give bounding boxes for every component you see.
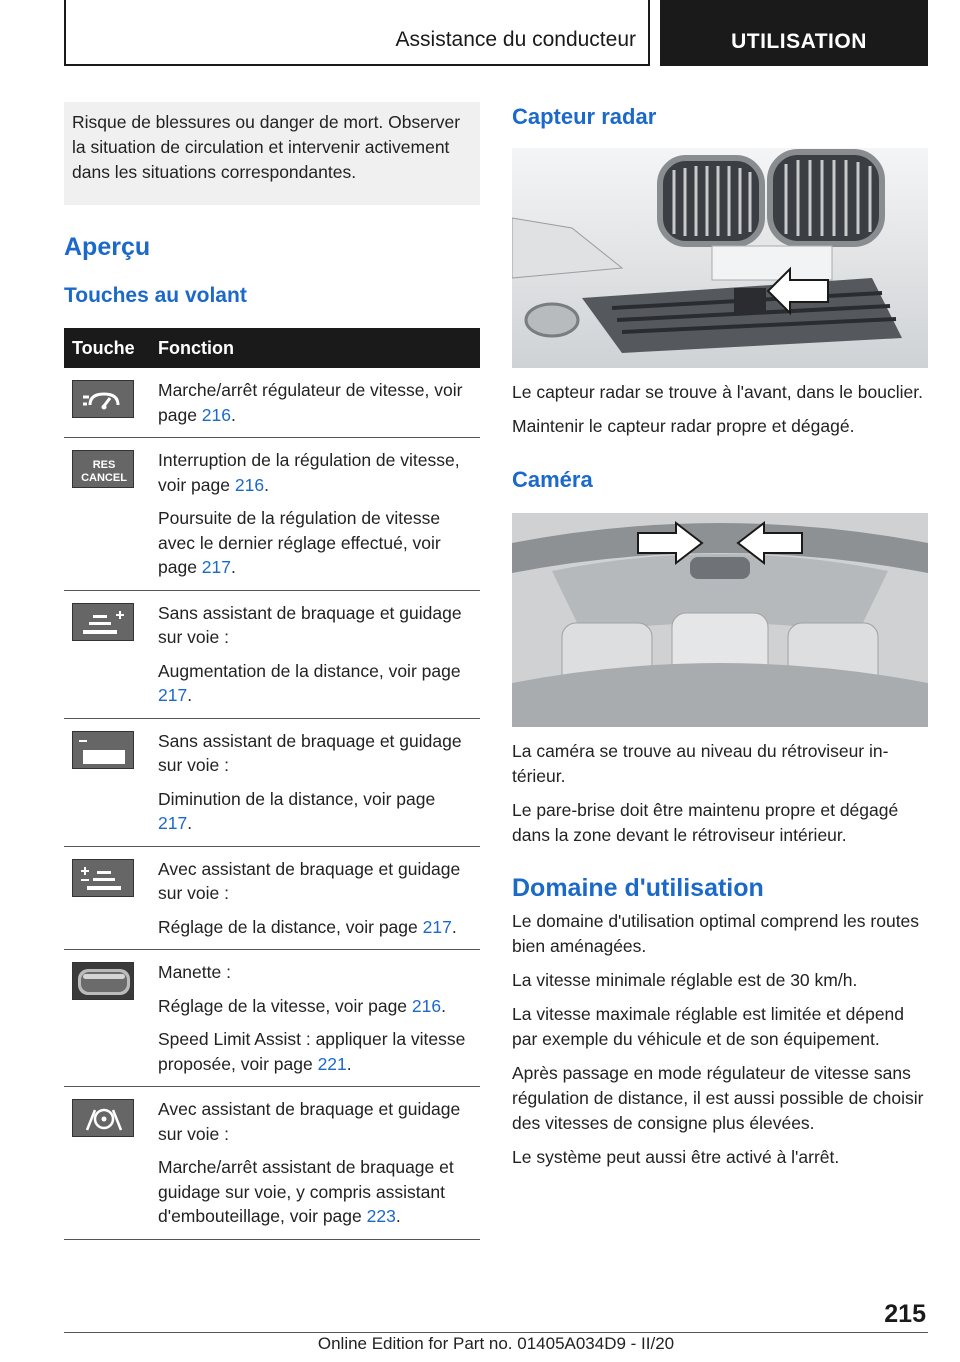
warning-box: Risque de blessures ou danger de mort. Observer la situation de circulation et intervenir activement dans les situations correspondantes. <box>64 102 480 205</box>
page-number: 215 <box>884 1300 926 1328</box>
res-label: RES <box>92 459 116 471</box>
row-text: Avec assistant de braquage et guidage sur voie : <box>158 858 461 903</box>
right-column <box>512 102 928 1170</box>
page-link[interactable]: 223 <box>366 1206 396 1226</box>
page-link[interactable]: 216 <box>201 404 231 425</box>
domain-paragraph-4: Après passage en mode régulateur de vitesse sans régulation de distance, il est aussi possible de choisir des vitesses de consigne plus élevées. <box>512 1063 924 1133</box>
steering-wheel-buttons-heading: Touches au volant <box>64 284 247 307</box>
distance-adjust-icon <box>72 859 134 897</box>
domain-heading: Domaine d'utilisation <box>512 874 764 902</box>
distance-decrease-icon <box>72 731 134 769</box>
radar-sensor-image <box>512 148 928 368</box>
page-link[interactable]: 221 <box>317 1053 347 1074</box>
table-row: Avec assistant de braquage et guidage sur voie : Réglage de la distance, voir page 217. <box>64 846 480 950</box>
radar-paragraph-1: Le capteur radar se trouve à l'avant, dans le bouclier. <box>512 382 923 402</box>
table-row: Marche/arrêt régulateur de vitesse, voir page 216. <box>64 368 480 438</box>
radar-heading: Capteur radar <box>512 104 657 129</box>
radar-paragraph-2: Maintenir le capteur radar propre et dégagé. <box>512 416 855 436</box>
row-text: Avec assistant de braquage et guidage sur voie : <box>158 1099 461 1144</box>
page-header <box>64 0 928 66</box>
domain-paragraph-1: Le domaine d'utilisation optimal comprend les routes bien aménagées. <box>512 911 920 956</box>
domain-paragraph-5: Le système peut aussi être activé à l'arrêt. <box>512 1147 840 1167</box>
row-text: Diminution de la distance, voir page <box>158 788 436 809</box>
footer-divider <box>64 1332 928 1333</box>
page-link[interactable]: 217 <box>201 557 231 577</box>
res-cancel-icon <box>72 450 134 488</box>
table-row: Avec assistant de braquage et guidage sur voie : Marche/arrêt assistant de braquage et guidage sur voie, y compris assistant d'embouteillage, voir page 223. <box>64 1087 480 1240</box>
table-row: Sans assistant de braquage et guidage sur voie : Augmentation de la distance, voir page 217. <box>64 590 480 718</box>
row-text: Sans assistant de braquage et guidage sur voie : <box>158 730 462 775</box>
row-text: Speed Limit Assist : appliquer la vitesse proposée, voir page <box>158 1029 466 1074</box>
rocker-switch-icon <box>72 962 134 1000</box>
header-chapter-box <box>660 0 928 66</box>
row-text: Réglage de la vitesse, voir page <box>158 995 412 1016</box>
row-text: Interruption de la régulation de vitesse, voir page <box>158 450 460 495</box>
table-header-function: Fonction <box>150 328 480 368</box>
cruise-control-icon <box>72 380 134 418</box>
row-text: Sans assistant de braquage et guidage sur voie : <box>158 602 462 647</box>
camera-heading: Caméra <box>512 467 593 492</box>
domain-paragraph-2: La vitesse minimale réglable est de 30 km/h. <box>512 970 858 990</box>
header-chapter-title: UTILISATION <box>731 30 867 53</box>
page-link[interactable]: 217 <box>158 813 188 833</box>
table-row: Sans assistant de braquage et guidage sur voie : Diminution de la distance, voir page 217. <box>64 718 480 846</box>
page-link[interactable]: 216 <box>411 995 442 1016</box>
camera-image <box>512 513 928 727</box>
row-text: Marche/arrêt régulateur de vitesse, voir page <box>158 380 463 425</box>
row-text: Augmentation de la distance, voir page <box>158 660 461 681</box>
table-header-row <box>64 328 480 368</box>
page-link[interactable]: 217 <box>158 685 188 705</box>
row-text: Réglage de la distance, voir page <box>158 916 423 937</box>
distance-increase-icon <box>72 603 134 641</box>
header-section-title: Assistance du conducteur <box>395 28 636 51</box>
footer-edition: Online Edition for Part no. 01405A034D9 - II/20 <box>317 1334 675 1353</box>
page-link[interactable]: 217 <box>422 916 452 937</box>
row-text: Marche/arrêt assistant de braquage et guidage sur voie, y compris assistant d'embouteillage, voir page <box>158 1157 454 1226</box>
steering-buttons-table <box>64 328 480 1240</box>
domain-paragraph-3: La vitesse maximale réglable est limitée et dépend par exemple du véhicule et de son équipement. <box>512 1004 905 1049</box>
left-column <box>64 102 480 1240</box>
row-text: Manette : <box>158 962 231 982</box>
table-row: RES CANCEL Interruption de la régulation de vitesse, voir page 216. Poursuite de la régulation de vitesse avec le dernier réglage effectué, voir page 217. <box>64 438 480 591</box>
camera-paragraph-1: La caméra se trouve au niveau du rétroviseur intérieur. <box>512 741 889 786</box>
page-link[interactable]: 216 <box>234 474 265 495</box>
steering-assist-icon <box>72 1099 134 1137</box>
overview-heading: Aperçu <box>64 233 151 261</box>
table-header-key: Touche <box>64 328 150 368</box>
camera-paragraph-2: Le pare-brise doit être maintenu propre et dégagé dans la zone devant le rétroviseur intérieur. <box>512 800 899 845</box>
table-row: Manette : Réglage de la vitesse, voir page 216. Speed Limit Assist : appliquer la vitesse proposée, voir page 221. <box>64 950 480 1087</box>
row-text: Poursuite de la régulation de vitesse avec le dernier réglage effectué, voir page <box>158 508 441 577</box>
header-section-box <box>64 0 650 66</box>
cancel-label: CANCEL <box>81 472 127 484</box>
